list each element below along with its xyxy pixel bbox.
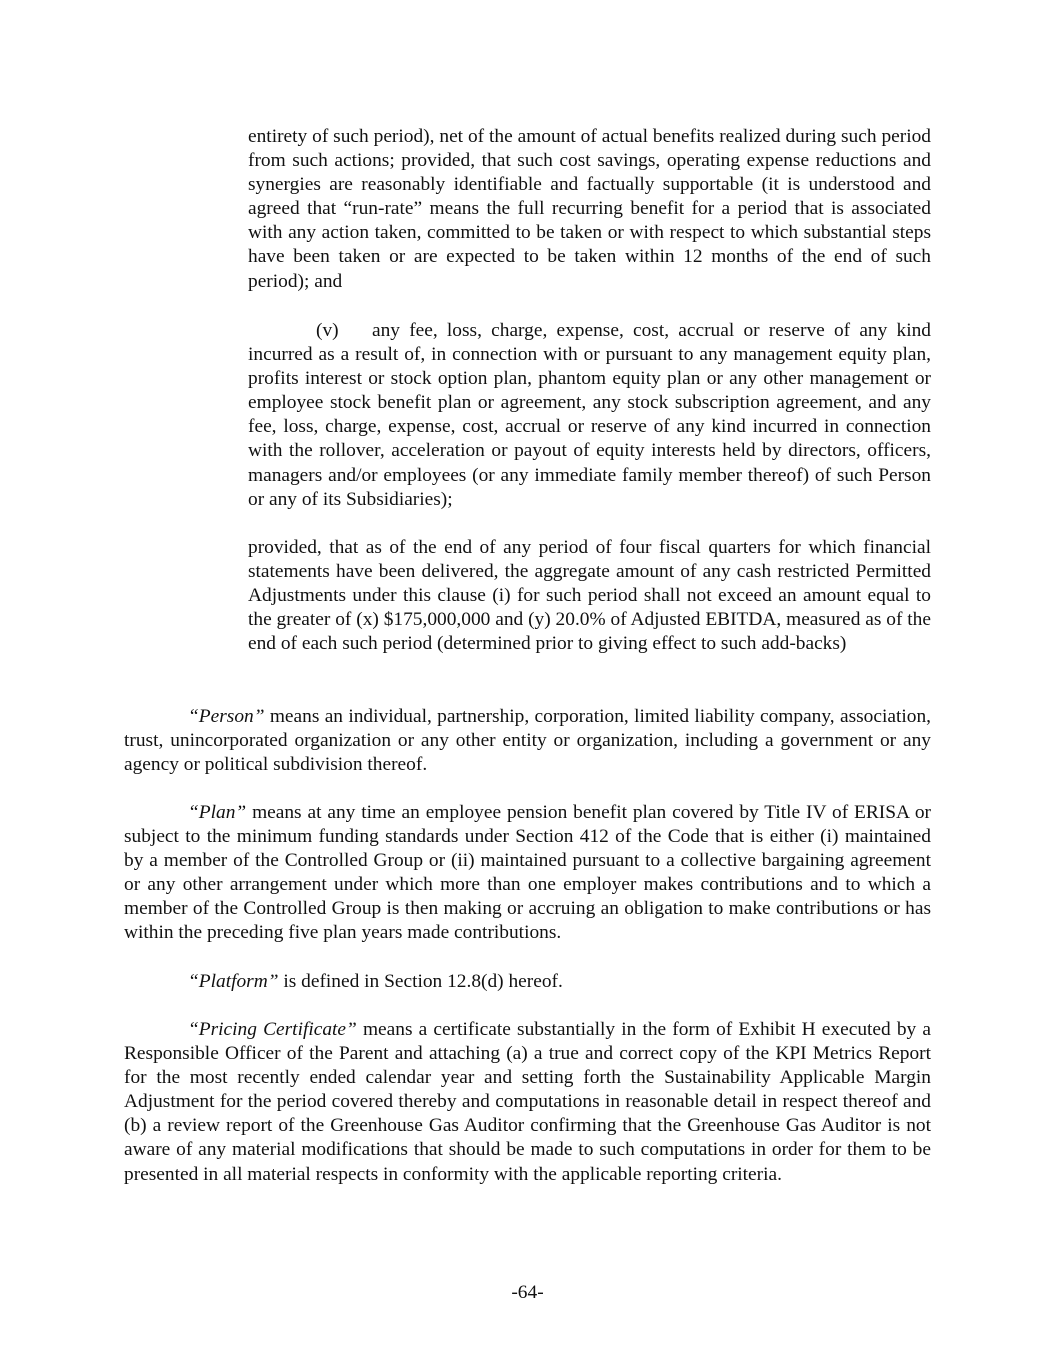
definition-text: is defined in Section 12.8(d) hereof. [278,971,563,992]
definition-text: means a certificate substantially in the form of Exhibit H executed by a Responsible Officer of the Parent and attaching (a) a true and correct copy of the KPI Metrics Report for the most recently ended calendar year and setting forth the Sustainability Applicable Margin Adjustment for the period covered thereby and computations in reasonable detail in respect thereof and (b) a review report of the Greenhouse Gas Auditor confirming that the Greenhouse Gas Auditor is not aware of any material modifications that should be made to such computations in order for them to be presented in all material respects in conformity with the applicable reporting criteria. [124,1019,931,1185]
defined-term: “Platform” [188,971,279,992]
defined-term: “Plan” [188,802,247,823]
definition-person [124,705,931,777]
clause-v-paragraph [248,319,931,512]
clause-text: any fee, loss, charge, expense, cost, accrual or reserve of any kind incurred as a result of, in connection with or pursuant to any management equity plan, profits interest or stock option plan, phantom equity plan or any other management or employee stock benefit plan or agreement, any stock subscription agreement, and any fee, loss, charge, expense, cost, accrual or reserve of any kind incurred in connection with the rollover, acceleration or payout of equity interests held by directors, officers, managers and/or employees (or any immediate family member thereof) of such Person or any of its Subsidiaries); [248,320,931,510]
defined-term: “Person” [188,706,265,727]
definition-text: means at any time an employee pension benefit plan covered by Title IV of ERISA or subject to the minimum funding standards under Section 412 of the Code that is either (i) maintained by a member of the Controlled Group or (ii) maintained pursuant to a collective bargaining agreement or any other arrangement under which more than one employer makes contributions and to which a member of the Controlled Group is then making or accruing an obligation to make contributions or has within the preceding five plan years made contributions. [124,802,931,944]
clause-number: (v) [316,320,339,341]
continuation-paragraph: entirety of such period), net of the amount of actual benefits realized during such period from such actions; provided, that such cost savings, operating expense reductions and synergies are reasonably identifiable and factually supportable (it is understood and agreed that “run-rate” means the full recurring benefit for a period that is associated with any action taken, committed to be taken or with respect to which substantial steps have been taken or are expected to be taken within 12 months of the end of such period); and [248,126,931,292]
page-number: -64- [511,1282,544,1303]
proviso-paragraph: provided, that as of the end of any period of four fiscal quarters for which financial statements have been delivered, the aggregate amount of any cash restricted Permitted Adjustments under this clause (i) for such period shall not exceed an amount equal to the greater of (x) $175,000,000 and (y) 20.0% of Adjusted EBITDA, measured as of the end of each such period (determined prior to giving effect to such add-backs) [248,537,931,655]
definition-plan [124,801,931,946]
definition-text: means an individual, partnership, corporation, limited liability company, association, trust, unincorporated organization or any other entity or organization, including a government or any agency or political subdivision thereof. [124,706,931,776]
defined-term: “Pricing Certificate” [188,1019,357,1040]
definition-platform [124,970,931,994]
definition-pricing-certificate [124,1018,931,1187]
